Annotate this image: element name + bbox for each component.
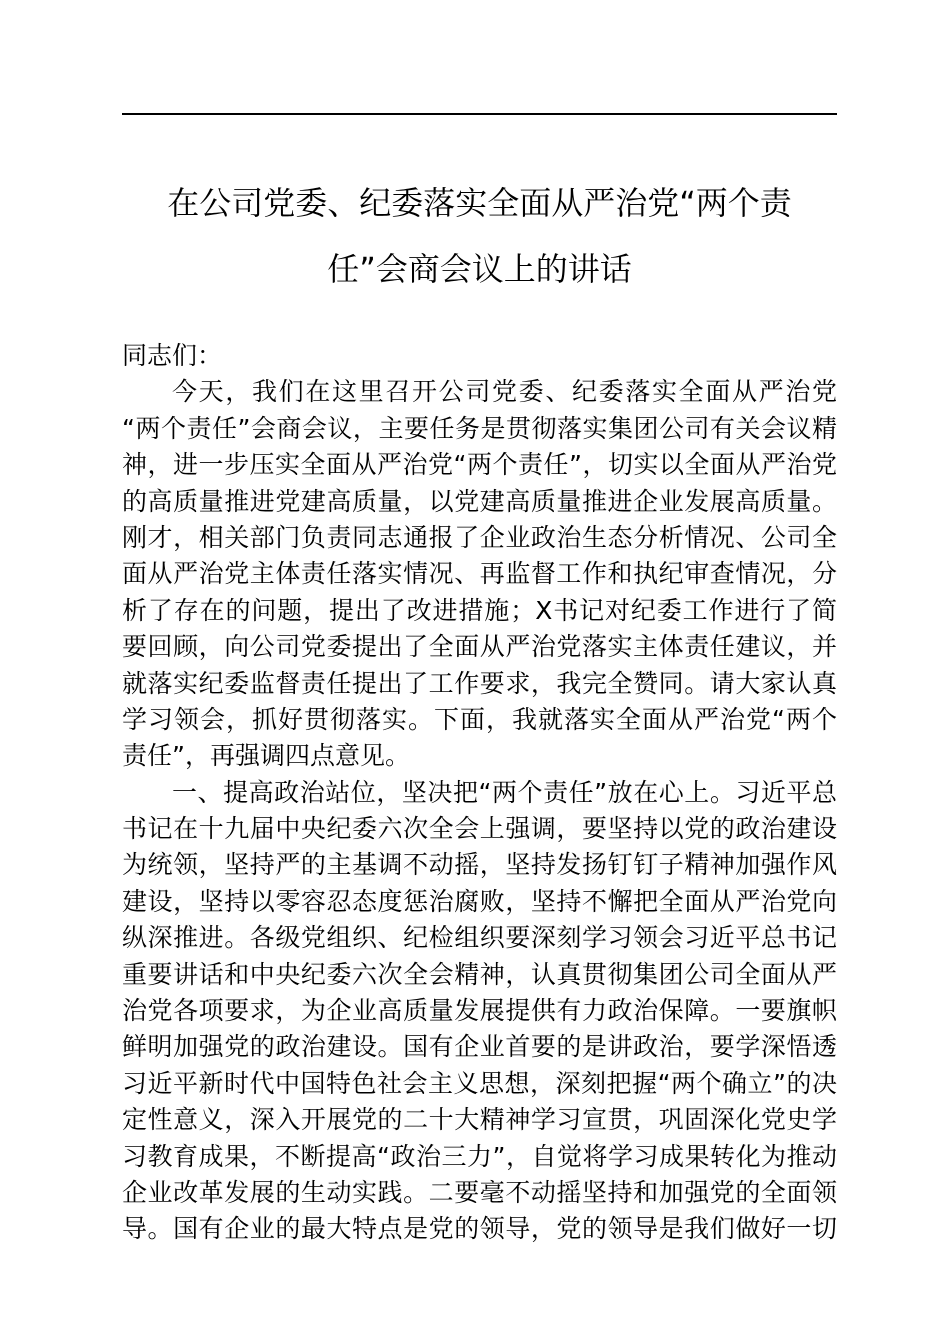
body-line: 析了存在的问题，提出了改进措施；X书记对纪委工作进行了简 <box>122 595 837 625</box>
header-rule <box>122 113 837 115</box>
body-line: 刚才，相关部门负责同志通报了企业政治生态分析情况、公司全 <box>122 522 837 552</box>
title-line-2: 任”会商会议上的讲话 <box>327 250 632 288</box>
body-line: 重要讲话和中央纪委六次全会精神，认真贯彻集团公司全面从严 <box>122 959 837 989</box>
body-line: 治党各项要求，为企业高质量发展提供有力政治保障。一要旗帜 <box>122 996 837 1026</box>
body-line: 学习领会，抓好贯彻落实。下面，我就落实全面从严治党“两个 <box>122 704 837 734</box>
body-line: 定性意义，深入开展党的二十大精神学习宣贯，巩固深化党史学 <box>122 1105 837 1135</box>
body-line: 建设，坚持以零容忍态度惩治腐败，坚持不懈把全面从严治党向 <box>122 886 837 916</box>
salutation: 同志们： <box>122 341 223 370</box>
title-line-1: 在公司党委、纪委落实全面从严治党“两个责 <box>167 184 792 222</box>
document-body <box>122 338 837 1248</box>
body-line: 神，进一步压实全面从严治党“两个责任”，切实以全面从严治党 <box>122 450 837 480</box>
body-line: 要回顾，向公司党委提出了全面从严治党落实主体责任建议，并 <box>122 632 837 662</box>
body-line: 为统领，坚持严的主基调不动摇，坚持发扬钉钉子精神加强作风 <box>122 850 837 880</box>
body-line: 习教育成果，不断提高“政治三力”，自觉将学习成果转化为推动 <box>122 1141 837 1171</box>
body-line: 就落实纪委监督责任提出了工作要求，我完全赞同。请大家认真 <box>122 668 837 698</box>
body-line: 的高质量推进党建高质量，以党建高质量推进企业发展高质量。 <box>122 486 837 516</box>
body-line: 鲜明加强党的政治建设。国有企业首要的是讲政治，要学深悟透 <box>122 1032 837 1062</box>
body-line: 纵深推进。各级党组织、纪检组织要深刻学习领会习近平总书记 <box>122 923 837 953</box>
body-line: 企业改革发展的生动实践。二要毫不动摇坚持和加强党的全面领 <box>122 1177 837 1207</box>
body-line: 责任”，再强调四点意见。 <box>122 741 410 771</box>
body-line: 今天，我们在这里召开公司党委、纪委落实全面从严治党 <box>172 377 837 407</box>
document-title <box>122 170 837 302</box>
body-line: “两个责任”会商会议，主要任务是贯彻落实集团公司有关会议精 <box>122 413 837 443</box>
body-line: 书记在十九届中央纪委六次全会上强调，要坚持以党的政治建设 <box>122 814 837 844</box>
body-line: 习近平新时代中国特色社会主义思想，深刻把握“两个确立”的决 <box>122 1068 837 1098</box>
body-line: 一、提高政治站位，坚决把“两个责任”放在心上。习近平总 <box>172 777 837 807</box>
body-line: 导。国有企业的最大特点是党的领导，党的领导是我们做好一切 <box>122 1214 837 1244</box>
body-line: 面从严治党主体责任落实情况、再监督工作和执纪审查情况，分 <box>122 559 837 589</box>
